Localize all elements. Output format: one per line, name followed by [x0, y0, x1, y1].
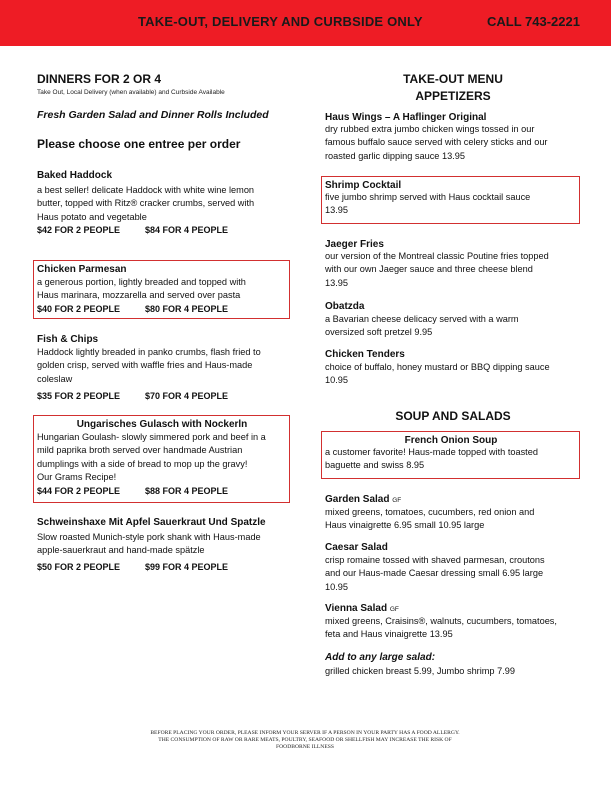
price-4-people: $99 FOR 4 PEOPLE — [145, 561, 229, 572]
desc-line: mixed greens, Craisins®, walnuts, cucumbers, tomatoes, — [325, 616, 557, 626]
desc-line: crisp romaine tossed with shaved parmesan, croutons — [325, 555, 545, 565]
item-name — [325, 494, 590, 505]
desc-line: coleslaw — [37, 373, 73, 384]
item-name: Chicken Tenders — [325, 349, 405, 360]
desc-line: 13.95 — [325, 205, 348, 216]
entree-name: Schweinshaxe Mit Apfel Sauerkraut Und Spatzle — [37, 517, 266, 528]
banner-phone: CALL 743-2221 — [487, 14, 580, 29]
item-name: French Onion Soup — [404, 435, 498, 446]
desc-line: choice of buffalo, honey mustard or BBQ dipping sauce — [325, 362, 550, 372]
item-name: Haus Wings – A Haflinger Original — [325, 112, 487, 123]
desc-line: 10.95 — [325, 375, 348, 386]
price-4-people: $70 FOR 4 PEOPLE — [145, 391, 229, 402]
disclaimer-line: THE CONSUMPTION OF RAW OR RARE MEATS, POULTRY, SEAFOOD OR SHELLFISH MAY INCREASE THE RISK OF — [158, 737, 452, 744]
appetizer-jaeger-fries — [325, 239, 590, 290]
item-desc — [325, 123, 590, 163]
desc-line: famous buffalo sauce served with celery sticks and our — [325, 137, 548, 148]
appetizers-heading: APPETIZERS — [415, 89, 491, 103]
price-2-people: $50 FOR 2 PEOPLE — [37, 561, 121, 572]
dinners-subtitle: Take Out, Local Delivery (when available) and Curbside Available — [37, 89, 225, 96]
item-desc — [325, 191, 577, 218]
desc-line: roasted garlic dipping sauce 13.95 — [325, 150, 465, 161]
addon-title: Add to any large salad: — [325, 652, 436, 663]
entree-desc — [37, 431, 287, 485]
entree-ungarisches-gulasch — [37, 419, 287, 498]
entree-desc — [37, 276, 287, 303]
item-desc — [325, 250, 590, 290]
desc-line: a Bavarian cheese delicacy served with a warm — [325, 314, 519, 324]
disclaimer-line: BEFORE PLACING YOUR ORDER, PLEASE INFORM YOUR SERVER IF A PERSON IN YOUR PARTY HAS A FOOD ALLERGY. — [150, 730, 460, 736]
top-banner — [0, 0, 611, 46]
entree-prices — [37, 562, 302, 574]
appetizer-shrimp-cocktail — [325, 180, 577, 218]
gluten-free-tag: GF — [389, 606, 399, 613]
entree-fish-and-chips — [37, 334, 297, 403]
dinners-title: DINNERS FOR 2 OR 4 — [37, 72, 162, 86]
entree-name: Fish & Chips — [37, 334, 99, 345]
entree-baked-haddock — [37, 170, 297, 237]
item-name-text: Vienna Salad — [325, 603, 388, 614]
choose-note: Please choose one entree per order — [37, 137, 241, 151]
desc-line: mixed greens, tomatoes, cucumbers, red onion and — [325, 507, 535, 517]
desc-line: and our Haus-made Caesar dressing small 6.95 large — [325, 568, 544, 579]
salad-addons — [325, 652, 590, 678]
price-2-people: $42 FOR 2 PEOPLE — [37, 225, 121, 236]
desc-line: feta and Haus vinaigrette 13.95 — [325, 629, 453, 640]
desc-line: Slow roasted Munich-style pork shank with Haus-made — [37, 532, 261, 542]
salad-vienna — [325, 603, 595, 642]
desc-line: apple-sauerkraut and hand-made spätzle — [37, 545, 205, 556]
item-name: Obatzda — [325, 301, 365, 312]
item-desc — [325, 361, 590, 388]
gluten-free-tag: GF — [392, 497, 402, 504]
entree-prices — [37, 486, 287, 498]
entree-prices — [37, 391, 297, 403]
desc-line: a best seller! delicate Haddock with white wine lemon — [37, 185, 255, 195]
appetizer-haus-wings — [325, 112, 590, 163]
item-name: Shrimp Cocktail — [325, 180, 402, 191]
desc-line: Our Grams Recipe! — [37, 472, 117, 483]
desc-line: butter, topped with Ritz® cracker crumbs, served with — [37, 198, 255, 209]
entree-desc — [37, 531, 302, 558]
entree-name: Baked Haddock — [37, 170, 113, 181]
desc-line: our version of the Montreal classic Poutine fries topped — [325, 251, 549, 261]
desc-line: with our own Jaeger sauce and three cheese blend — [325, 264, 533, 275]
item-desc — [325, 506, 590, 533]
desc-line: oversized soft pretzel 9.95 — [325, 327, 433, 338]
desc-line: 13.95 — [325, 277, 348, 288]
item-desc — [325, 313, 590, 340]
salad-caesar — [325, 542, 590, 594]
disclaimer-line: FOODBORNE ILLNESS — [276, 744, 334, 751]
item-name-text: Garden Salad — [325, 494, 390, 505]
item-desc — [325, 446, 577, 473]
soup-french-onion — [325, 435, 577, 473]
item-name: Caesar Salad — [325, 542, 388, 553]
entree-name: Chicken Parmesan — [37, 264, 127, 275]
price-2-people: $35 FOR 2 PEOPLE — [37, 391, 121, 402]
price-4-people: $88 FOR 4 PEOPLE — [145, 485, 229, 496]
desc-line: Haus vinaigrette 6.95 small 10.95 large — [325, 520, 485, 531]
desc-line: baguette and swiss 8.95 — [325, 460, 425, 471]
entree-prices — [37, 304, 287, 316]
entree-desc — [37, 184, 297, 224]
takeout-menu-title: TAKE-OUT MENU — [403, 72, 503, 86]
item-desc — [325, 615, 595, 642]
item-desc — [325, 554, 590, 594]
price-4-people: $84 FOR 4 PEOPLE — [145, 225, 229, 236]
desc-line: a customer favorite! Haus-made topped with toasted — [325, 447, 538, 457]
salad-garden — [325, 494, 590, 533]
entree-name: Ungarisches Gulasch with Nockerln — [76, 419, 248, 430]
desc-line: mild paprika broth served over handmade Austrian — [37, 445, 243, 456]
included-note: Fresh Garden Salad and Dinner Rolls Included — [37, 109, 269, 121]
desc-line: 10.95 — [325, 581, 348, 592]
item-name — [325, 603, 595, 614]
entree-prices — [37, 225, 297, 237]
desc-line: dumplings with a side of bread to mop up the gravy! — [37, 458, 248, 469]
appetizer-chicken-tenders — [325, 349, 590, 388]
price-4-people: $80 FOR 4 PEOPLE — [145, 303, 229, 314]
soups-salads-heading: SOUP AND SALADS — [395, 409, 511, 423]
price-2-people: $44 FOR 2 PEOPLE — [37, 485, 121, 496]
entree-schweinshaxe — [37, 517, 302, 574]
item-name: Jaeger Fries — [325, 239, 384, 250]
appetizer-obatzda — [325, 301, 590, 340]
desc-line: a generous portion, lightly breaded and topped with — [37, 277, 246, 287]
entree-desc — [37, 346, 297, 386]
desc-line: five jumbo shrimp served with Haus cocktail sauce — [325, 192, 531, 202]
desc-line: Haus potato and vegetable — [37, 211, 147, 222]
desc-line: Hungarian Goulash- slowly simmered pork and beef in a — [37, 432, 266, 442]
desc-line: golden crisp, served with waffle fries and Haus-made — [37, 360, 253, 371]
allergy-disclaimer — [60, 730, 550, 752]
desc-line: dry rubbed extra jumbo chicken wings tossed in our — [325, 124, 535, 134]
desc-line: Haddock lightly breaded in panko crumbs, flash fried to — [37, 347, 261, 357]
entree-chicken-parmesan — [37, 264, 287, 316]
banner-service-text: TAKE-OUT, DELIVERY AND CURBSIDE ONLY — [138, 14, 423, 29]
desc-line: Haus marinara, mozzarella and served over pasta — [37, 290, 241, 301]
addon-text: grilled chicken breast 5.99, Jumbo shrimp 7.99 — [325, 666, 515, 676]
price-2-people: $40 FOR 2 PEOPLE — [37, 303, 121, 314]
